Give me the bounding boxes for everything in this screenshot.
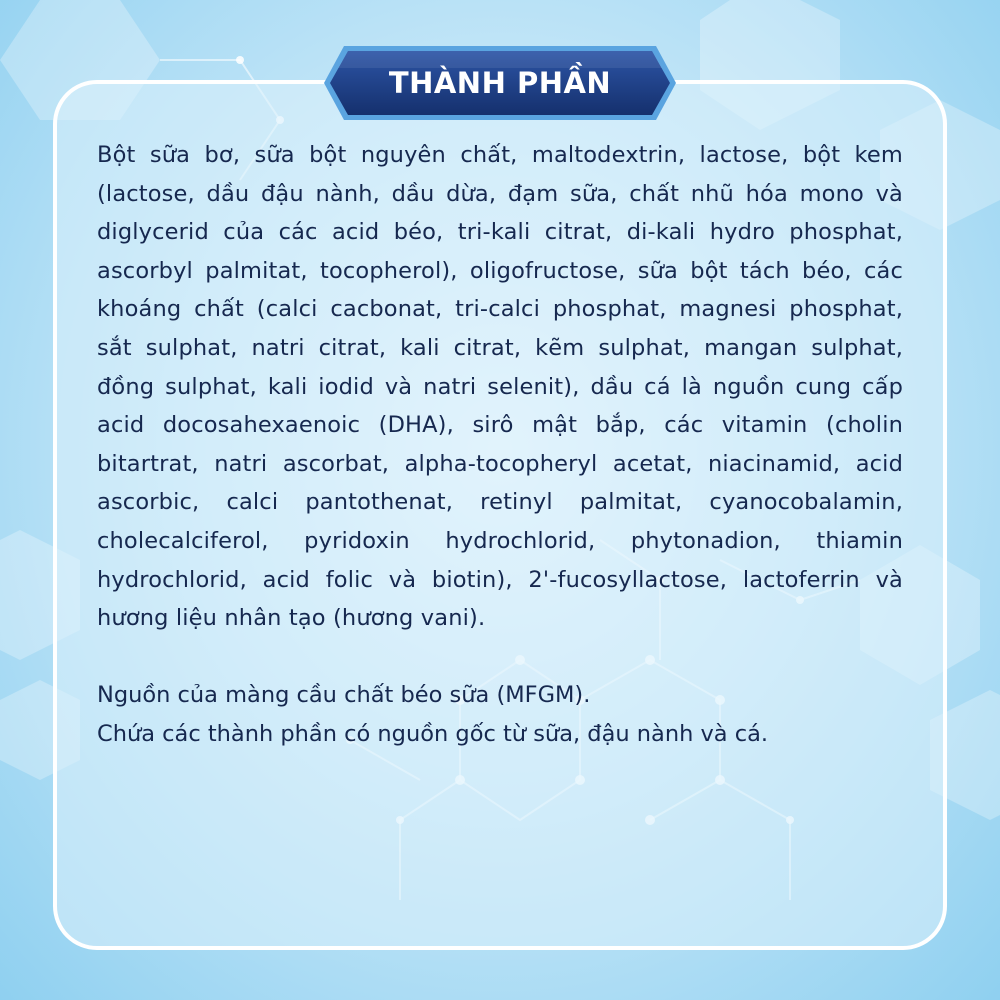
ingredients-paragraph: Bột sữa bơ, sữa bột nguyên chất, maltodextrin, lactose, bột kem (lactose, dầu đậu nành, dầu dừa, đạm sữa, chất nhũ hóa mono và diglycerid của các acid béo, tri-kali citrat, di-kali hydro phosphat, ascorbyl palmitat, tocopherol), oligofructose, sữa bột tách béo, các khoáng chất (calci cacbonat, tri-calci phosphat, magnesi phosphat, sắt sulphat, natri citrat, kali citrat, kẽm sulphat, mangan sulphat, đồng sulphat, kali iodid và natri selenit), dầu cá là nguồn cung cấp acid docosahexaenoic (DHA), sirô mật bắp, các vitamin (cholin bitartrat, natri ascorbat, alpha-tocopheryl acetat, niacinamid, acid ascorbic, calci pantothenat, retinyl palmitat, cyanocobalamin, cholecalciferol, pyridoxin hydrochlorid, phytonadion, thiamin hydrochlorid, acid folic và biotin), 2'-fucosyllactose, lactoferrin và hương liệu nhân tạo (hương vani).: [97, 142, 903, 632]
ingredients-content: [97, 136, 903, 754]
allergen-note: Chứa các thành phần có nguồn gốc từ sữa, đậu nành và cá.: [97, 720, 769, 747]
mfgm-note: Nguồn của màng cầu chất béo sữa (MFGM).: [97, 682, 591, 709]
paragraph-spacer: [97, 638, 903, 677]
section-banner: [322, 44, 678, 122]
page-title: THÀNH PHẦN: [388, 66, 612, 100]
